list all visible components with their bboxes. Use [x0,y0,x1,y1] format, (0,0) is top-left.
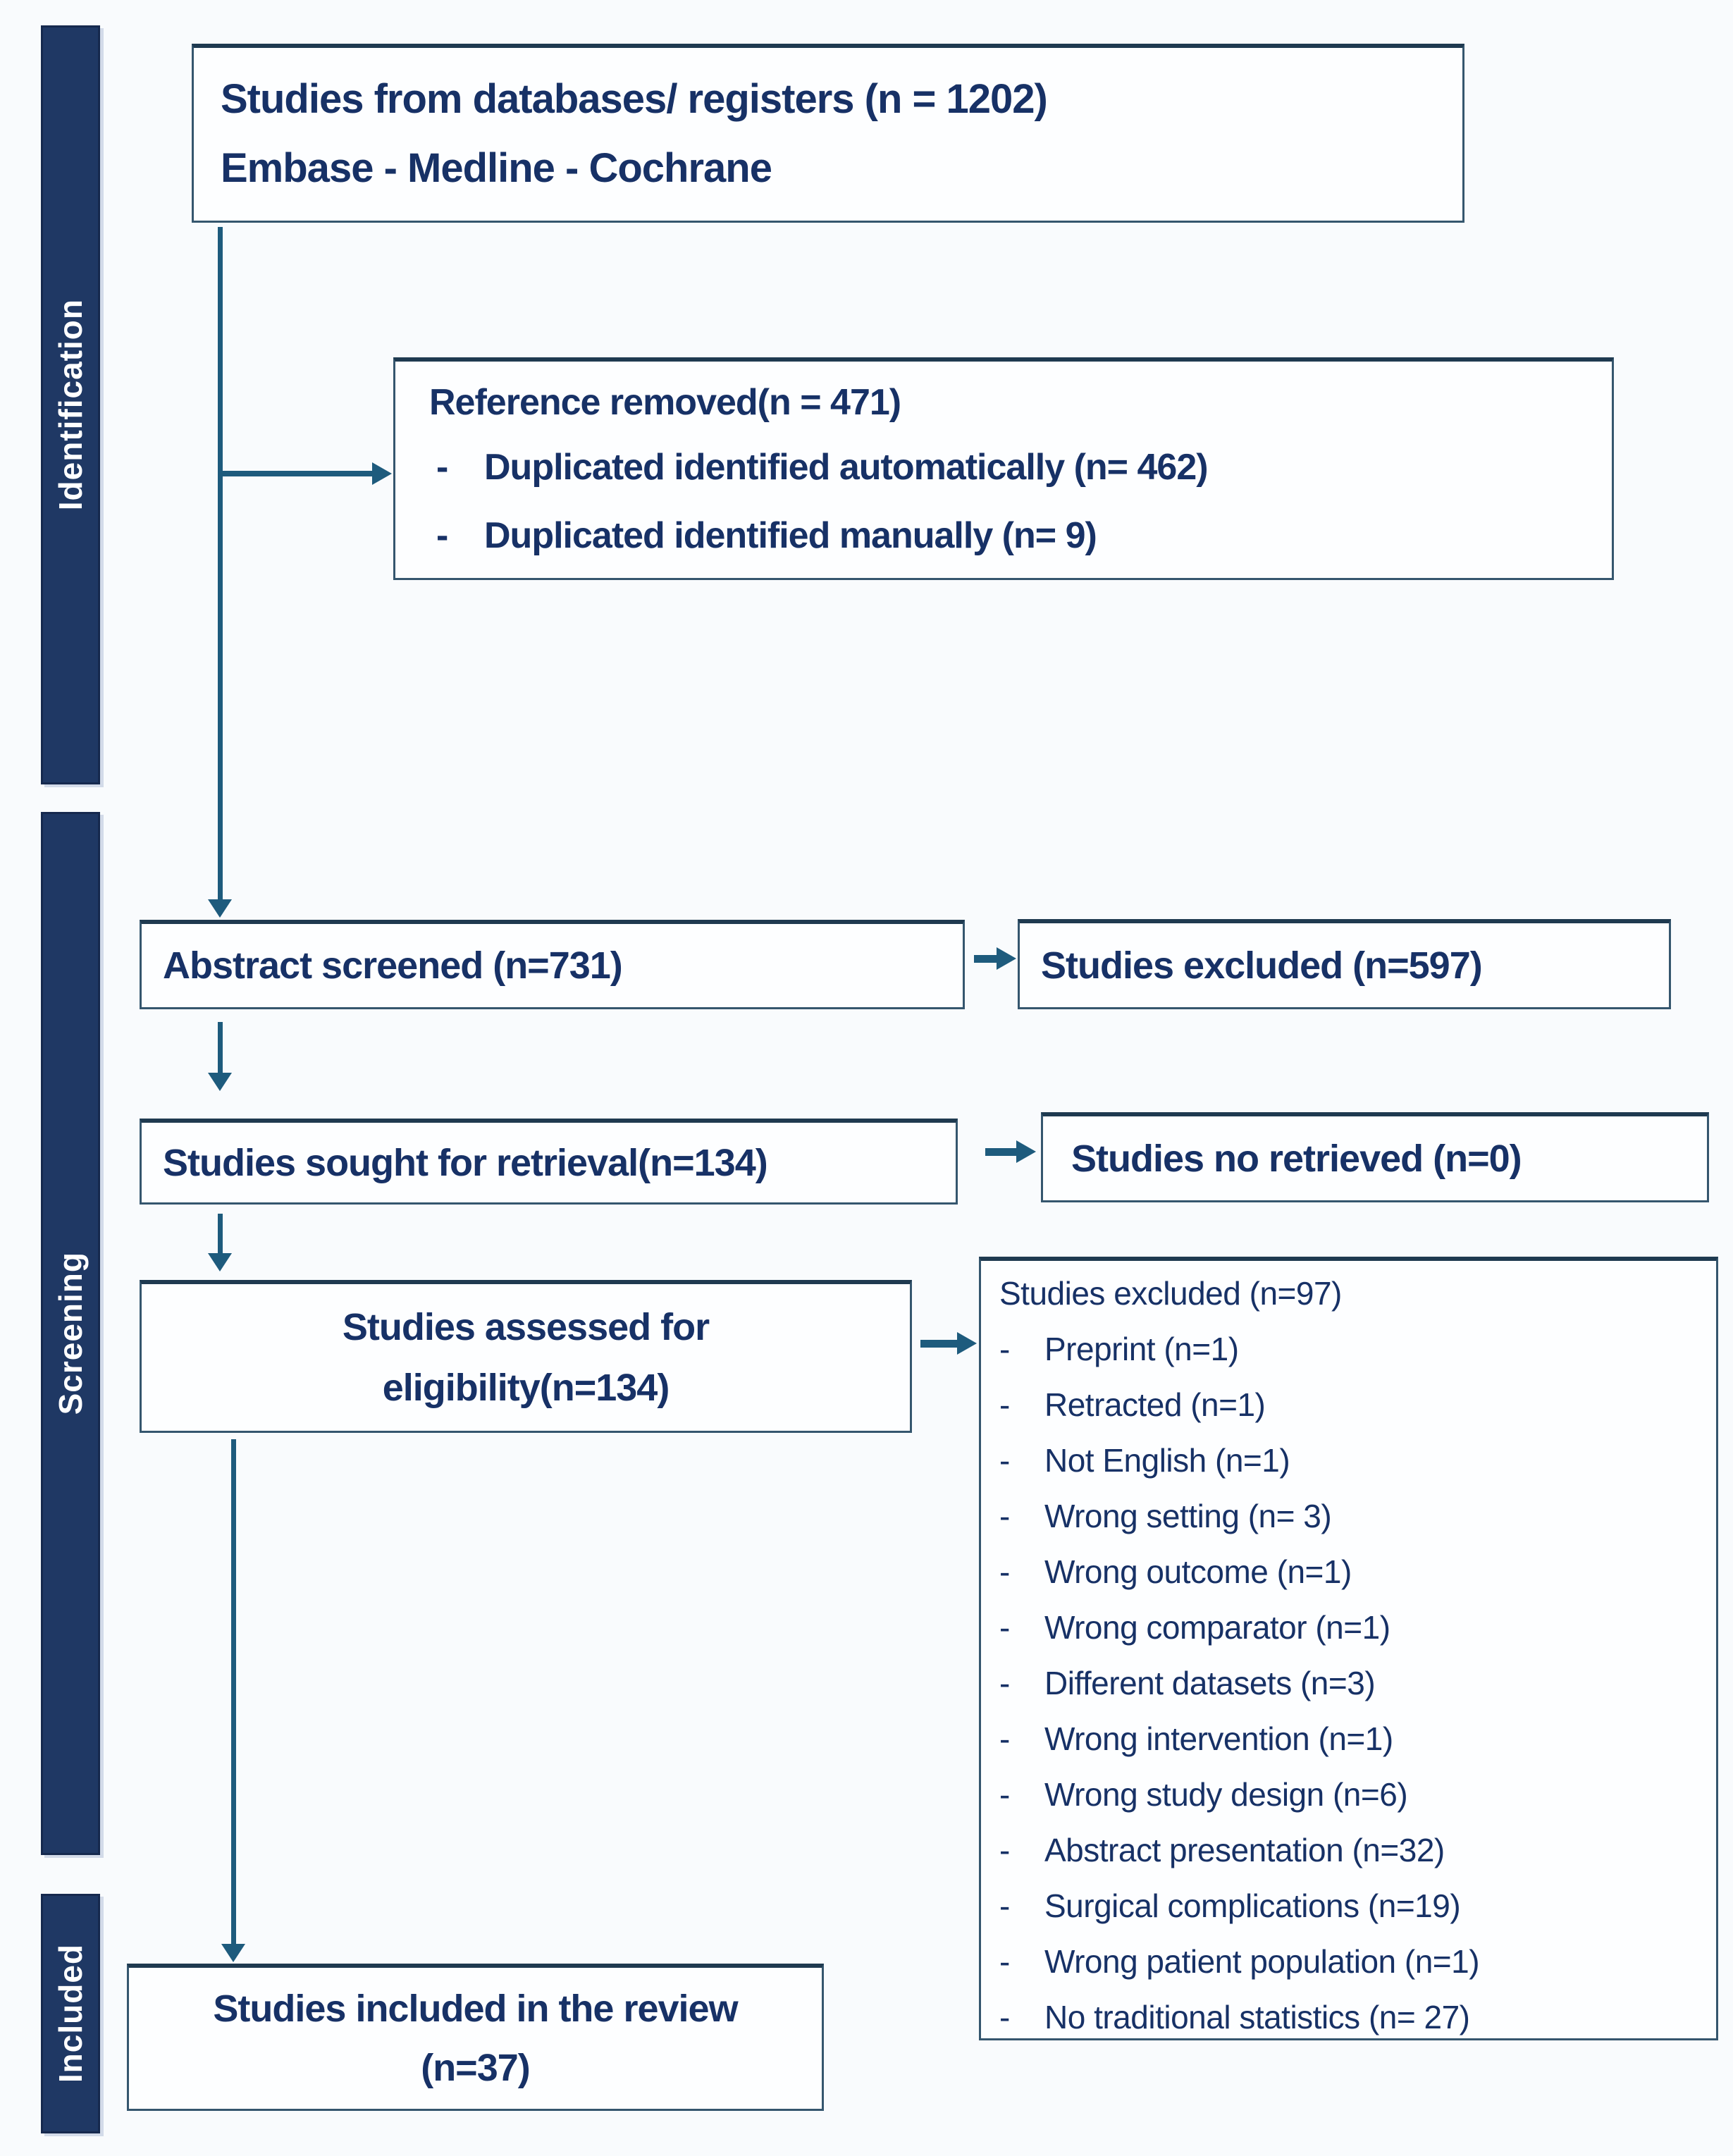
arrow-sought-to-not-retrieved [985,1139,1036,1164]
bullet-dash: - [999,1943,1010,1980]
bullet-dash: - [999,1776,1010,1813]
stage-bar-included [41,1894,100,2133]
list-item-text: Retracted (n=1) [1044,1386,1266,1423]
bullet-dash: - [999,1665,1010,1701]
arrow-branch-to-reference-removed [221,461,392,486]
box-included-in-review [127,1964,824,2111]
list-item-text: Wrong study design (n=6) [1044,1776,1408,1813]
bullet-dash: - [436,447,448,488]
arrow-shaft [221,471,375,476]
list-item-text: Not English (n=1) [1044,1442,1290,1479]
arrow-shaft [231,1439,236,1947]
arrow-abstract-to-excluded [974,946,1016,971]
list-item [429,433,1595,502]
arrow-shaft [920,1340,960,1348]
arrow-head-down-icon [221,1944,245,1962]
databases-line2: Embase - Medline - Cochrane [221,145,772,191]
reference-removed-list [429,433,1595,570]
arrow-abstract-to-sought [207,1022,233,1091]
assessed-line2: eligibility(n=134) [382,1367,670,1409]
box-sought-for-retrieval [140,1119,958,1205]
list-item [999,1767,1703,1823]
box-assessed-for-eligibility [140,1280,912,1433]
abstract-screened-label: Abstract screened (n=731) [163,944,622,987]
bullet-dash: - [999,1386,1010,1423]
list-item-text: Wrong patient population (n=1) [1044,1943,1480,1980]
arrow-shaft [218,227,223,902]
excluded-eligibility-title: Studies excluded (n=97) [999,1275,1342,1312]
reference-removed-title: Reference removed(n = 471) [429,382,901,423]
list-item [999,1544,1703,1600]
list-item [999,1656,1703,1711]
box-studies-excluded-screening [1018,919,1671,1009]
box-excluded-eligibility [979,1257,1718,2040]
list-item-text: Duplicated identified manually (n= 9) [484,515,1097,556]
arrow-shaft [218,1022,223,1076]
bullet-dash: - [999,1442,1010,1479]
box-reference-removed [393,357,1614,580]
stage-bar-identification [41,25,100,784]
list-item [429,502,1595,570]
arrow-head-right-icon [957,1332,977,1355]
studies-excluded-screening-label: Studies excluded (n=597) [1041,944,1482,987]
arrow-shaft [985,1148,1019,1156]
box-studies-not-retrieved [1041,1112,1709,1202]
arrow-head-right-icon [1016,1140,1036,1163]
list-item [999,1322,1703,1377]
list-item-text: Different datasets (n=3) [1044,1665,1376,1701]
included-line2: (n=37) [421,2047,530,2089]
arrow-assessed-to-excluded [920,1331,977,1356]
bullet-dash: - [999,1999,1010,2035]
stage-label-included: Included [52,1944,89,2083]
bullet-dash: - [999,1498,1010,1534]
bullet-dash: - [999,1331,1010,1367]
arrow-head-right-icon [997,947,1016,970]
list-item [999,1489,1703,1544]
bullet-dash: - [436,515,448,556]
list-item-text: Preprint (n=1) [1044,1331,1239,1367]
arrow-head-down-icon [208,1253,232,1271]
list-item-text: Surgical complications (n=19) [1044,1887,1461,1924]
stage-label-identification: Identification [52,299,89,511]
list-item [999,1433,1703,1489]
list-item-text: No traditional statistics (n= 27) [1044,1999,1470,2035]
stage-bar-screening [41,812,100,1855]
arrow-head-down-icon [208,1073,232,1091]
list-item-text: Wrong comparator (n=1) [1044,1609,1390,1646]
assessed-line1: Studies assessed for [342,1306,710,1348]
list-item [999,1823,1703,1878]
databases-line1: Studies from databases/ registers (n = 1202) [221,76,1047,122]
arrow-shaft [974,955,999,963]
list-item [999,1377,1703,1433]
included-line1: Studies included in the review [213,1988,738,2030]
list-item [999,1990,1703,2045]
arrow-assessed-to-included [221,1439,246,1962]
arrow-head-right-icon [372,462,392,485]
bullet-dash: - [999,1832,1010,1868]
list-item [999,1878,1703,1934]
bullet-dash: - [999,1553,1010,1590]
bullet-dash: - [999,1887,1010,1924]
box-databases-registers [192,44,1464,223]
bullet-dash: - [999,1609,1010,1646]
list-item-text: Duplicated identified automatically (n= 462) [484,447,1208,488]
arrow-databases-to-abstract [207,227,233,918]
list-item [999,1711,1703,1767]
list-item [999,1934,1703,1990]
sought-for-retrieval-label: Studies sought for retrieval(n=134) [163,1141,767,1184]
bullet-dash: - [999,1720,1010,1757]
box-abstract-screened [140,920,965,1009]
list-item-text: Wrong setting (n= 3) [1044,1498,1332,1534]
list-item-text: Wrong outcome (n=1) [1044,1553,1352,1590]
list-item [999,1600,1703,1656]
studies-not-retrieved-label: Studies no retrieved (n=0) [1071,1137,1522,1180]
arrow-head-down-icon [208,899,232,918]
list-item-text: Abstract presentation (n=32) [1044,1832,1445,1868]
list-item-text: Wrong intervention (n=1) [1044,1720,1393,1757]
stage-label-screening: Screening [52,1252,89,1415]
arrow-sought-to-assessed [207,1214,233,1271]
arrow-shaft [218,1214,223,1256]
